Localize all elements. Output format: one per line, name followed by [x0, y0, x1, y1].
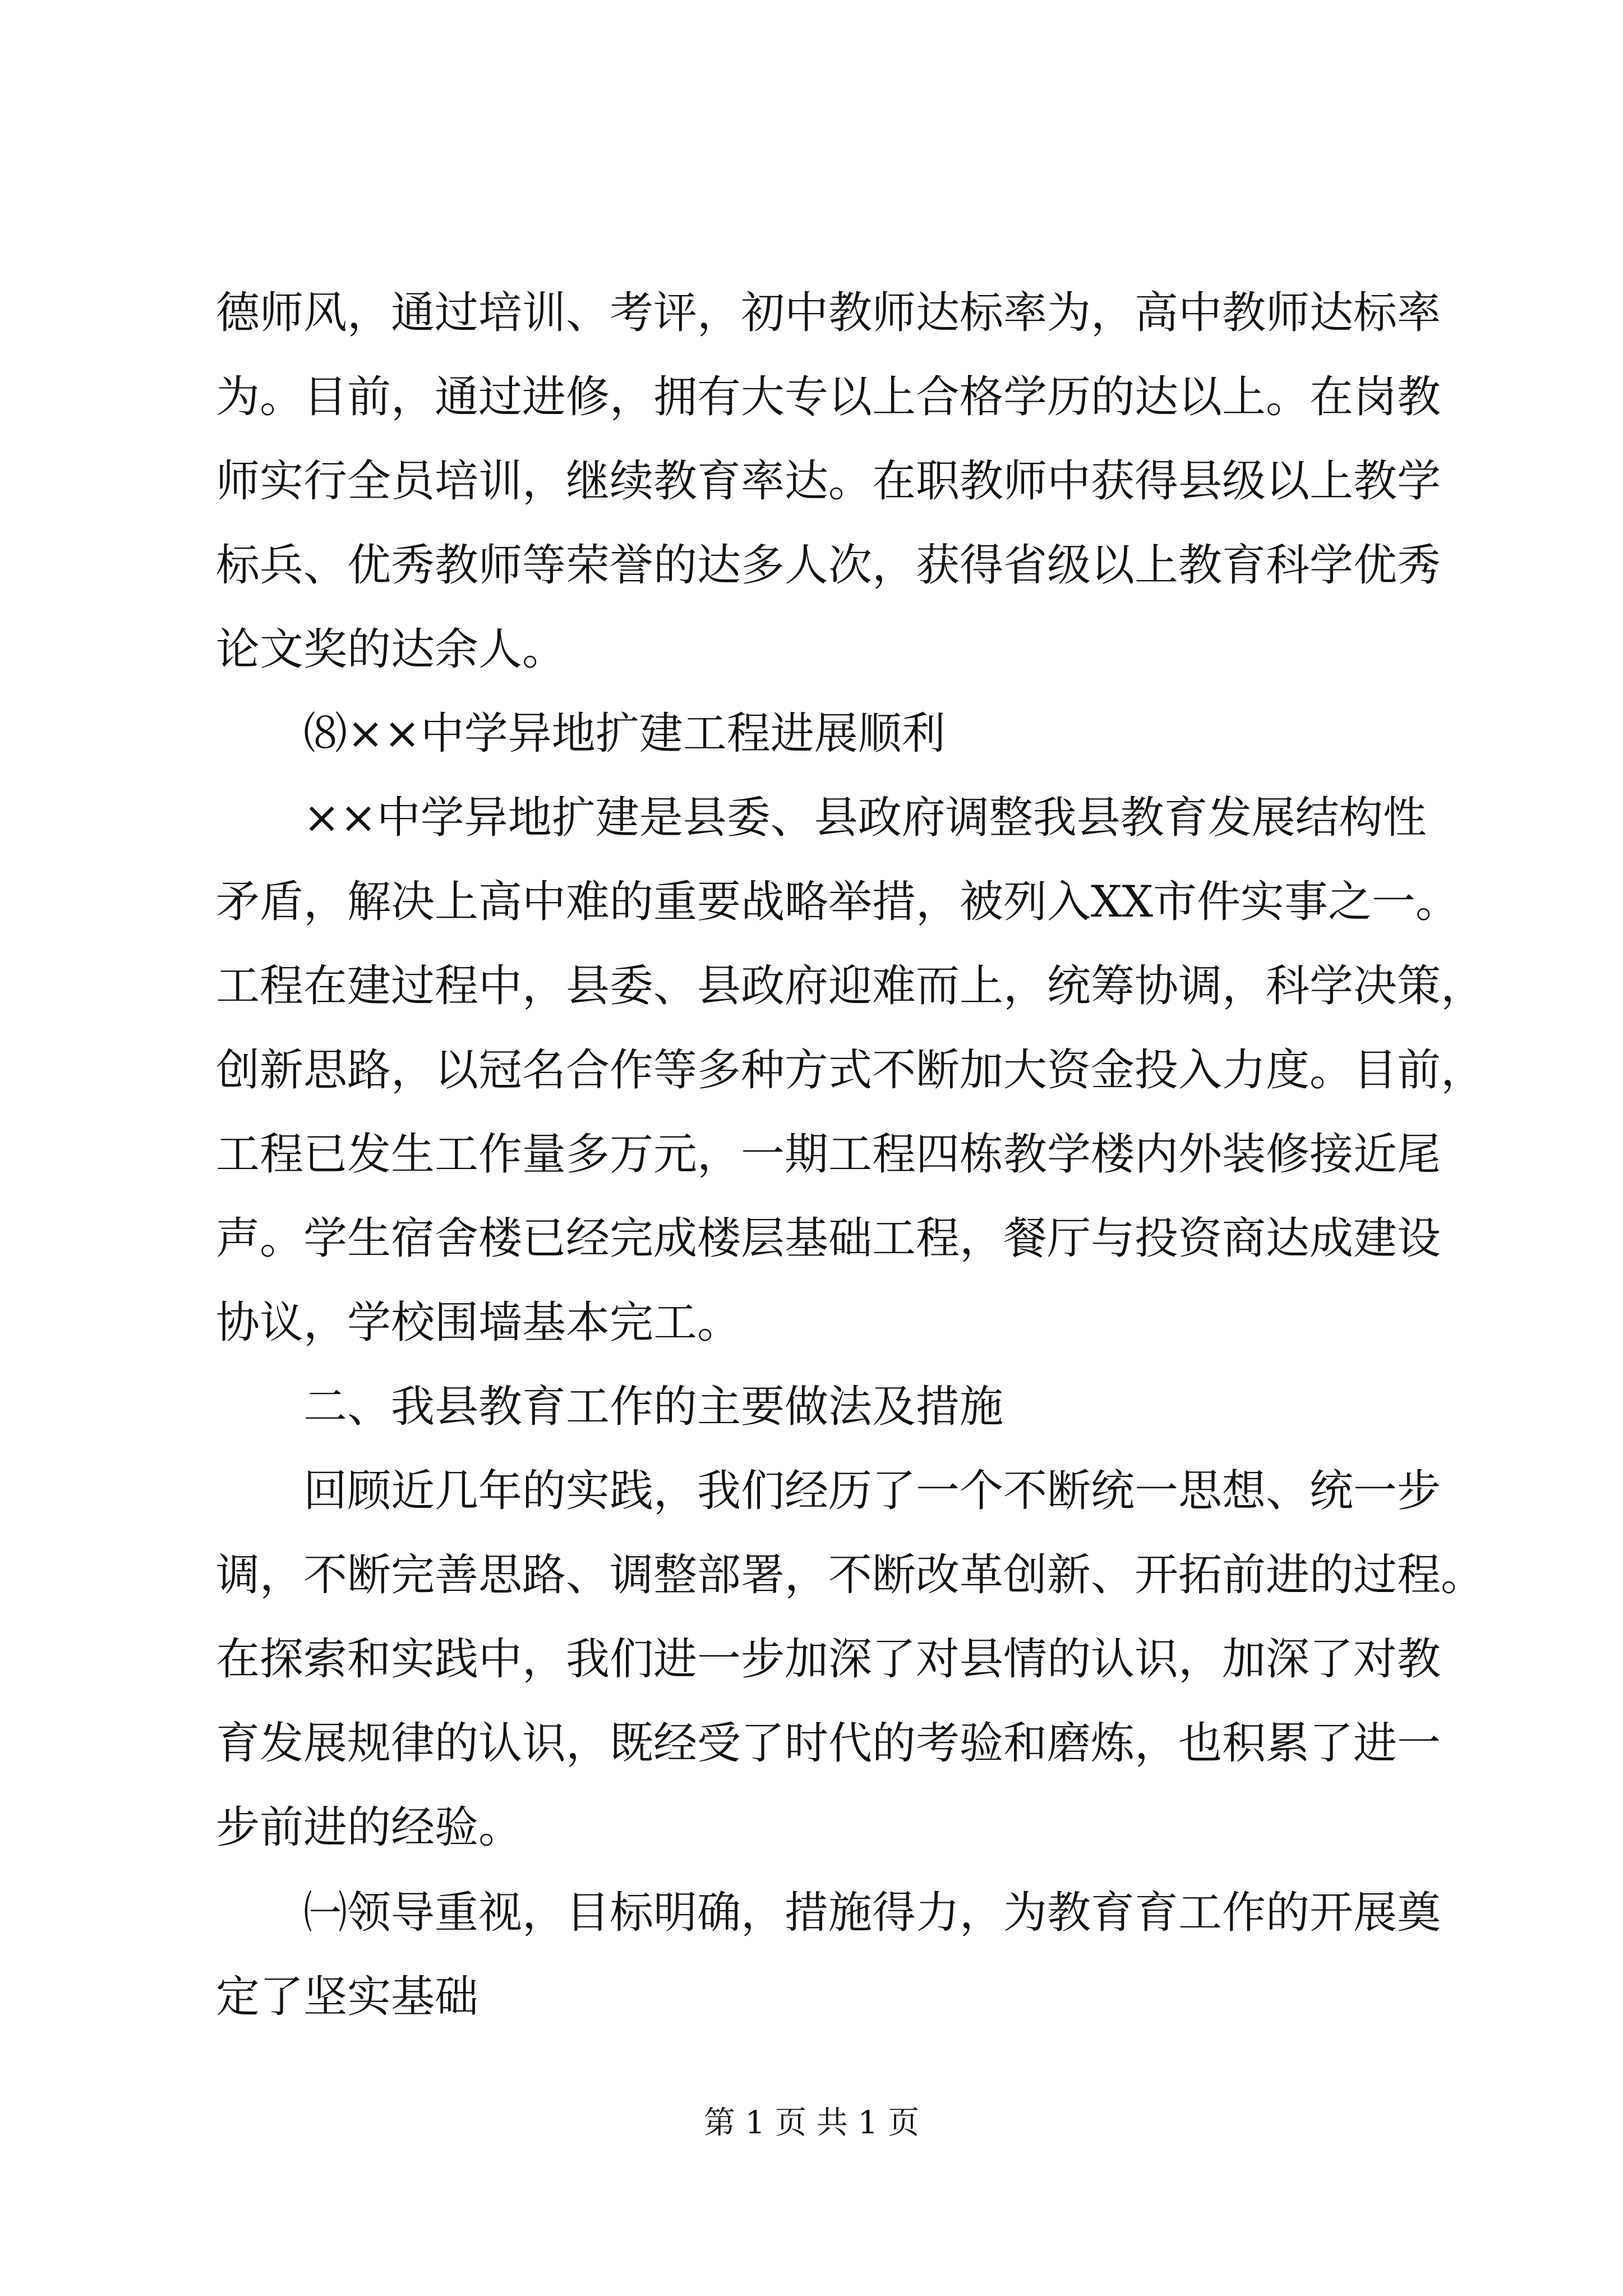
body-line: 工程已发生工作量多万元，一期工程四栋教学楼内外装修接近尾 [216, 1129, 1441, 1180]
body-line: 德师风，通过培训、考评，初中教师达标率为，高中教师达标率 [216, 288, 1441, 338]
section-heading: 二、我县教育工作的主要做法及措施 [303, 1382, 1004, 1432]
body-line: 标兵、优秀教师等荣誉的达多人次，获得省级以上教育科学优秀 [216, 540, 1441, 591]
body-line: ××中学异地扩建是县委、县政府调整我县教育发展结构性 [303, 793, 1427, 843]
body-line: 矛盾，解决上高中难的重要战略举措，被列入XX市件实事之一。 [216, 877, 1460, 927]
section-heading: ㈠领导重视，目标明确，措施得力，为教育育工作的开展奠 [303, 1888, 1441, 1938]
body-line: 调，不断完善思路、调整部署，不断改革创新、开拓前进的过程。 [216, 1550, 1485, 1600]
section-heading: ⑻××中学异地扩建工程进展顺利 [303, 708, 946, 759]
body-line: 论文奖的达余人。 [216, 624, 566, 675]
body-line: 为。目前，通过进修，拥有大专以上合格学历的达以上。在岗教 [216, 372, 1441, 422]
page-footer: 第 1 页 共 1 页 [703, 2105, 920, 2141]
body-line: 定了坚实基础 [216, 1972, 479, 2022]
body-line: 工程在建过程中，县委、县政府迎难而上，统筹协调，科学决策， [216, 961, 1485, 1011]
body-line: 回顾近几年的实践，我们经历了一个不断统一思想、统一步 [303, 1466, 1441, 1516]
body-line: 步前进的经验。 [216, 1802, 523, 1853]
body-line: 育发展规律的认识，既经受了时代的考验和磨炼，也积累了进一 [216, 1718, 1441, 1769]
body-line: 协议，学校围墙基本完工。 [216, 1297, 741, 1348]
body-line: 师实行全员培训，继续教育率达。在职教师中获得县级以上教学 [216, 456, 1441, 507]
body-line: 在探索和实践中，我们进一步加深了对县情的认识，加深了对教 [216, 1634, 1441, 1685]
body-line: 声。学生宿舍楼已经完成楼层基础工程，餐厅与投资商达成建设 [216, 1213, 1441, 1264]
body-line: 创新思路，以冠名合作等多种方式不断加大资金投入力度。目前， [216, 1045, 1485, 1096]
